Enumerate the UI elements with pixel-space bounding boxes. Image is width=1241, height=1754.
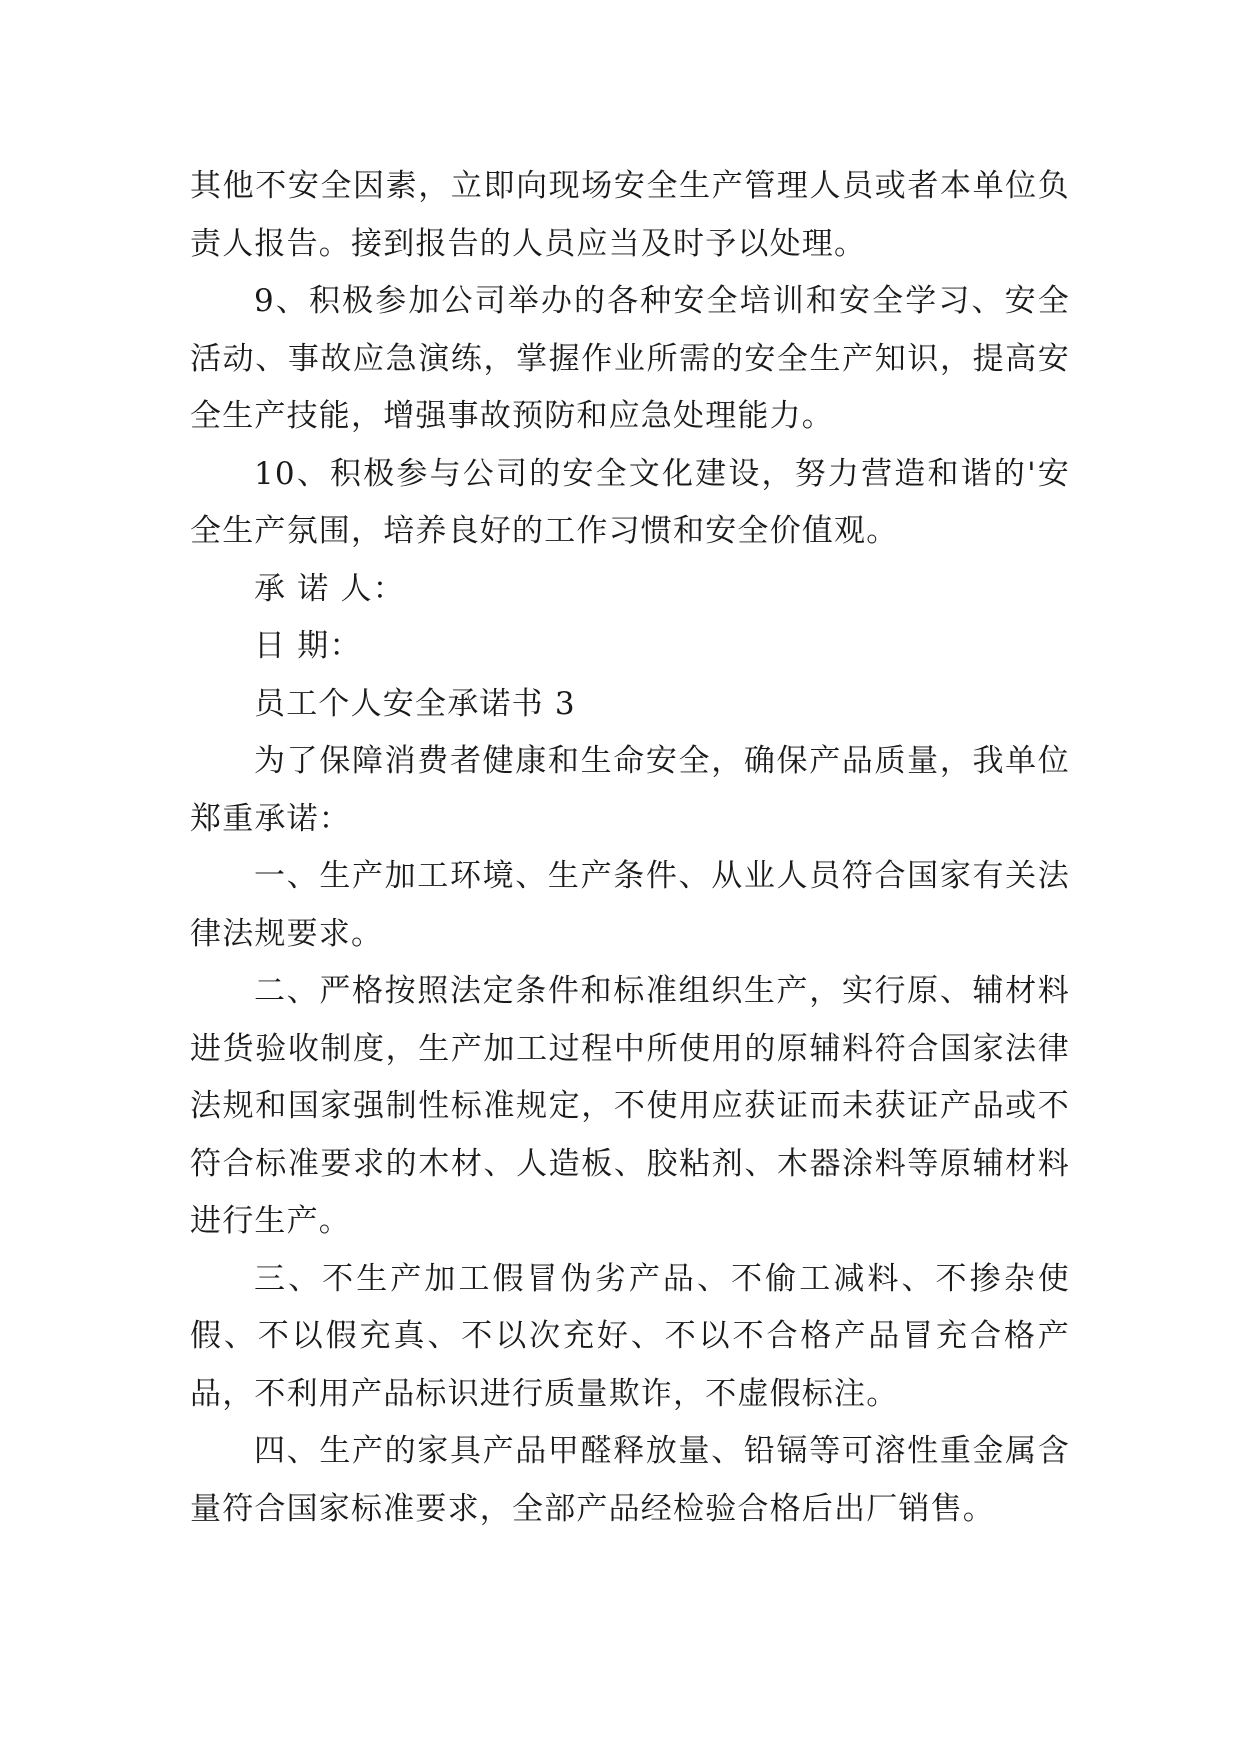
paragraph-clause-1: 一、生产加工环境、生产条件、从业人员符合国家有关法律法规要求。	[190, 858, 1070, 952]
paragraph-clause-4: 四、生产的家具产品甲醛释放量、铅镉等可溶性重金属含量符合国家标准要求，全部产品经检验合格后出厂销售。	[190, 1433, 1070, 1527]
paragraph-clause-2: 二、严格按照法定条件和标准组织生产，实行原、辅材料进货验收制度，生产加工过程中所使用的原辅料符合国家法律法规和国家强制性标准规定，不使用应获证而未获证产品或不符合标准要求的木材、人造板、胶粘剂、木器涂料等原辅材料进行生产。	[190, 973, 1070, 1239]
section-title: 员工个人安全承诺书 3	[254, 685, 576, 722]
paragraph-clause-3: 三、不生产加工假冒伪劣产品、不偷工减料、不掺杂使假、不以假充真、不以次充好、不以不合格产品冒充合格产品，不利用产品标识进行质量欺诈，不虚假标注。	[190, 1260, 1070, 1412]
paragraph-item-9: 9、积极参加公司举办的各种安全培训和安全学习、安全活动、事故应急演练，掌握作业所需的安全生产知识，提高安全生产技能，增强事故预防和应急处理能力。	[190, 283, 1070, 434]
paragraph-item-10: 10、积极参与公司的安全文化建设，努力营造和谐的'安全生产氛围，培养良好的工作习惯和安全价值观。	[190, 455, 1070, 549]
paragraph-intro: 为了保障消费者健康和生命安全，确保产品质量，我单位郑重承诺：	[190, 743, 1070, 837]
paragraph-continuation: 其他不安全因素，立即向现场安全生产管理人员或者本单位负责人报告。接到报告的人员应当及时予以处理。	[190, 168, 1070, 262]
signature-promisor-label: 承 诺 人：	[254, 570, 405, 607]
signature-date-label: 日 期：	[254, 628, 362, 664]
document-body	[190, 158, 1070, 1538]
